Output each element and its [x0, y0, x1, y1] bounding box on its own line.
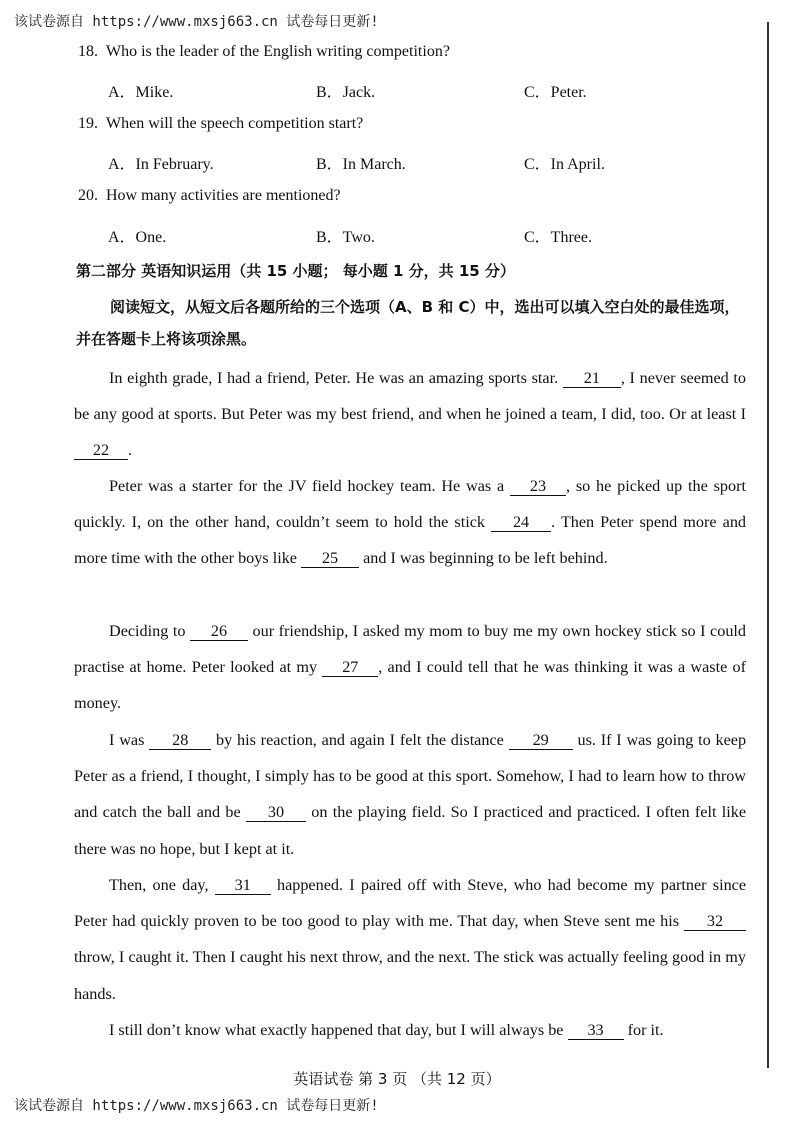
question-20-options: [108, 224, 668, 246]
watermark-bottom: 该试卷源自 https://www.mxsj663.cn 试卷每日更新!: [14, 1098, 379, 1114]
question-text: When will the speech competition start?: [106, 115, 364, 132]
watermark-top: 该试卷源自 https://www.mxsj663.cn 试卷每日更新!: [14, 14, 379, 30]
option-a: A．Mike.: [108, 84, 174, 101]
blank-30: 30: [246, 803, 306, 822]
page-footer: 英语试卷 第 3 页 （共 12 页）: [293, 1070, 501, 1088]
blank-23: 23: [510, 477, 566, 496]
blank-33: 33: [568, 1021, 624, 1040]
question-19-options: [108, 151, 668, 173]
passage-paragraph-2: [74, 468, 746, 577]
passage-paragraph-1: [74, 360, 746, 469]
blank-27: 27: [322, 658, 378, 677]
passage-text: throw, I caught it. Then I caught his next throw, and the next. The stick was actually feeling good in my hands.: [74, 948, 746, 1003]
passage-text: In eighth grade, I had a friend, Peter. He was an amazing sports star.: [109, 369, 559, 387]
option-c: C．In April.: [524, 156, 605, 173]
passage-text: happened. I paired off with Steve, who had become my partner since Peter had quickly proven to be too good to play with me. That day, when Steve sent me his: [74, 876, 747, 931]
question-text: Who is the leader of the English writing competition?: [106, 43, 450, 60]
option-b: B．In March.: [316, 156, 406, 173]
question-19: [78, 115, 363, 133]
passage-paragraph-5: [74, 867, 746, 1012]
passage-text: , I never seemed to be any good at sports. But Peter was my best friend, and when he joined a team, I did, too. Or at least I: [74, 369, 747, 424]
passage-text: us. If I was going to keep Peter as a friend, I thought, I simply has to be good at this sport. Somehow, I had to learn how to throw and catch the ball and be: [74, 731, 747, 822]
passage-text: Peter was a starter for the JV field hockey team. He was a: [109, 477, 505, 495]
passage-text: I still don’t know what exactly happened that day, but I will always be: [109, 1021, 564, 1039]
passage-text: Then, one day,: [109, 876, 209, 894]
passage-text: , and I could tell that he was thinking it was a waste of money.: [74, 658, 746, 713]
blank-26: 26: [190, 622, 248, 641]
passage-paragraph-6: [74, 1012, 746, 1048]
blank-31: 31: [215, 876, 271, 895]
passage-text: for it.: [627, 1021, 664, 1039]
passage-text: on the playing field. So I practiced and practiced. I often felt like there was no hope, but I kept at it.: [74, 803, 747, 858]
section-instruction: 阅读短文，从短文后各题所给的三个选项（A、B 和 C）中，选出可以填入空白处的最佳选项，并在答题卡上将该项涂黑。: [76, 298, 740, 348]
passage-paragraph-4: [74, 722, 746, 867]
passage-text: .: [128, 441, 133, 460]
passage-text: Deciding to: [109, 622, 186, 640]
passage-text: and I was beginning to be left behind.: [363, 549, 608, 568]
question-18: [78, 43, 450, 61]
question-18-options: [108, 79, 668, 101]
question-text: How many activities are mentioned?: [106, 187, 341, 204]
binding-line: [767, 22, 769, 1068]
passage-text: . Then Peter spend more and more time with the other boys like: [74, 513, 747, 568]
passage-text: , so he picked up the sport quickly. I, on the other hand, couldn’t seem to hold the stick: [74, 477, 746, 532]
section-heading: 第二部分 英语知识运用（共 15 小题； 每小题 1 分，共 15 分）: [76, 262, 515, 280]
question-number: 18.: [78, 43, 98, 60]
option-b: B．Two.: [316, 229, 375, 246]
blank-24: 24: [491, 513, 551, 532]
passage-paragraph-3: [74, 613, 746, 722]
question-number: 19.: [78, 115, 98, 132]
blank-28: 28: [149, 731, 211, 750]
blank-22: 22: [74, 441, 128, 460]
question-20: [78, 187, 341, 205]
option-c: C．Peter.: [524, 84, 587, 101]
option-a: A．In February.: [108, 156, 214, 173]
passage-text: I was: [109, 731, 145, 749]
option-c: C．Three.: [524, 229, 592, 246]
blank-25: 25: [301, 549, 359, 568]
question-number: 20.: [78, 187, 98, 204]
passage-text: by his reaction, and again I felt the distance: [216, 731, 504, 749]
blank-29: 29: [509, 731, 573, 750]
blank-32: 32: [684, 912, 746, 931]
blank-21: 21: [563, 369, 621, 388]
passage-text: our friendship, I asked my mom to buy me my own hockey stick so I could practise at home. Peter looked at my: [74, 622, 747, 677]
option-a: A．One.: [108, 229, 167, 246]
option-b: B．Jack.: [316, 84, 376, 101]
